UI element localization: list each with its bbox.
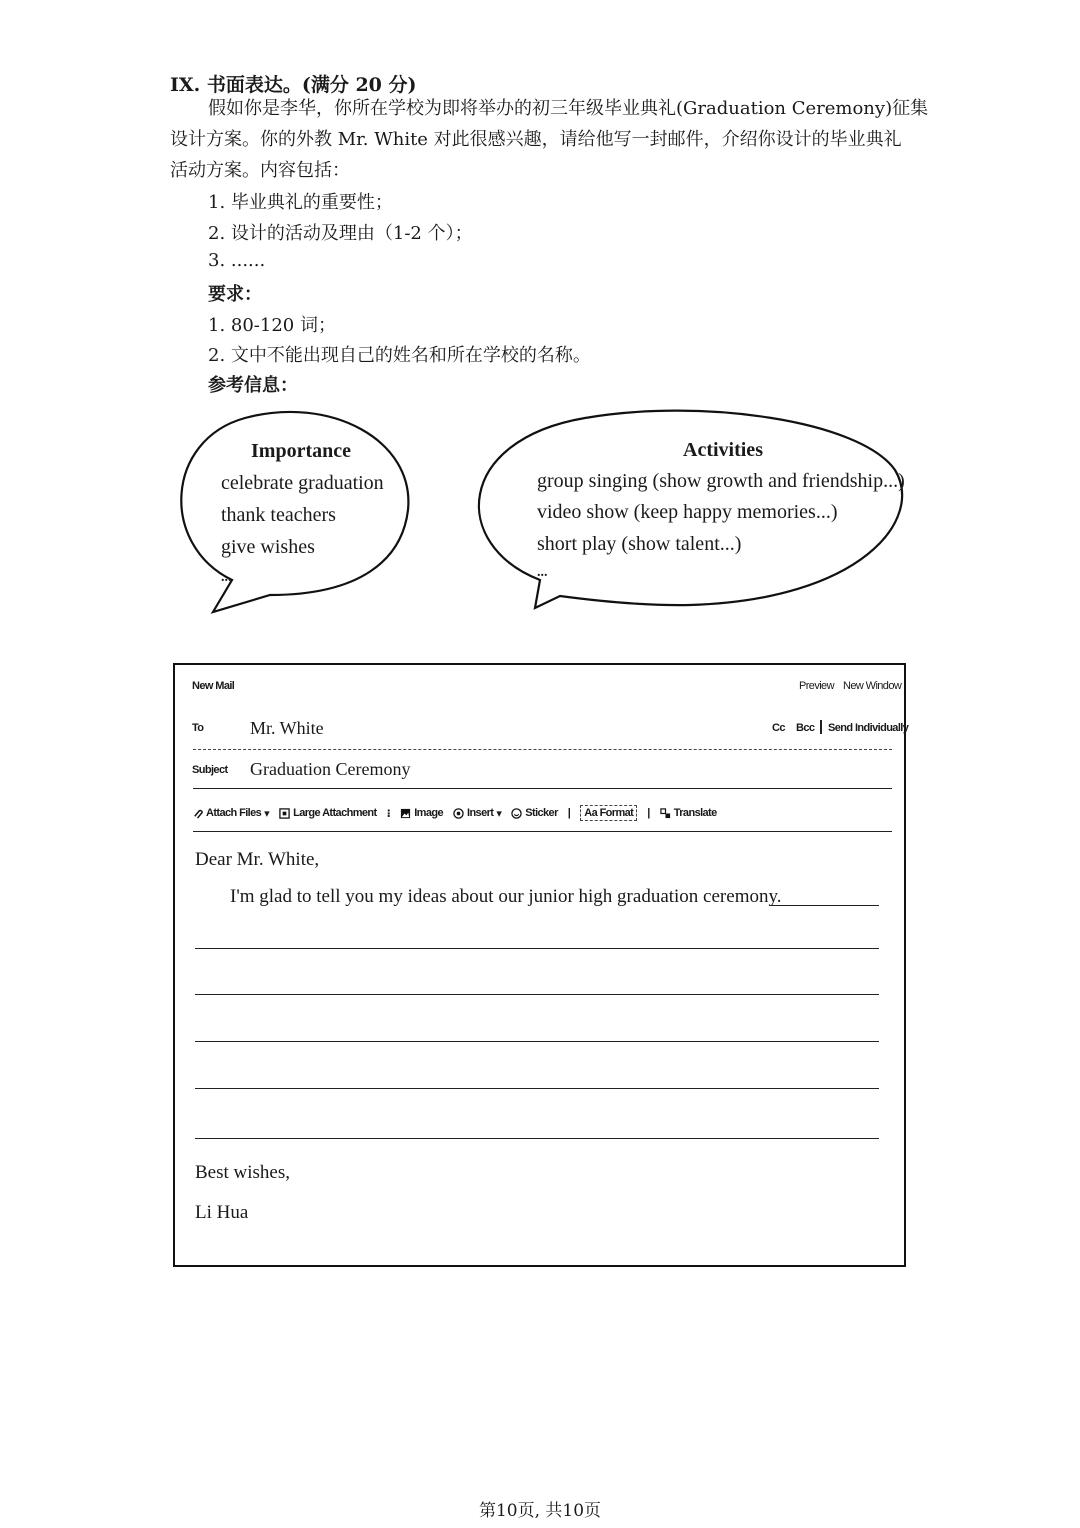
bcc-link[interactable]: Bcc — [796, 722, 815, 734]
sticker-button[interactable]: Sticker — [511, 807, 558, 819]
format-button[interactable]: Aa Format — [580, 805, 637, 821]
to-field[interactable]: Mr. White — [250, 718, 324, 738]
image-button[interactable]: Image — [400, 807, 443, 819]
writing-line[interactable] — [195, 1088, 879, 1089]
toolbar-separator — [193, 831, 892, 832]
attach-files-button[interactable]: Attach Files ▾ — [192, 807, 269, 820]
toolbar-divider: ⁝ — [386, 807, 391, 820]
sticker-icon — [511, 808, 522, 819]
prompt-line-2: 设计方案。你的外教 Mr. White 对此很感兴趣，请给他写一封邮件，介绍你设计的毕业典礼 — [170, 129, 902, 150]
activities-item-more: ... — [537, 565, 548, 580]
large-attachment-icon — [279, 808, 290, 819]
content-item-1: 1. 毕业典礼的重要性； — [208, 192, 393, 213]
activities-item-2: video show (keep happy memories...) — [537, 501, 838, 523]
subject-field[interactable]: Graduation Ceremony — [250, 759, 411, 779]
large-attachment-button[interactable]: Large Attachment — [279, 807, 377, 819]
cc-link[interactable]: Cc — [772, 722, 785, 734]
writing-line[interactable] — [195, 994, 879, 995]
importance-item-more: ... — [221, 570, 232, 585]
activities-item-3: short play (show talent...) — [537, 533, 742, 555]
image-icon — [400, 808, 411, 819]
toolbar-divider: | — [647, 807, 650, 819]
toolbar-divider: | — [567, 807, 571, 819]
email-closing: Best wishes, — [195, 1162, 290, 1183]
requirement-2: 2. 文中不能出现自己的姓名和所在学校的名称。 — [208, 345, 591, 366]
insert-icon — [453, 808, 464, 819]
email-greeting: Dear Mr. White, — [195, 849, 320, 870]
writing-line[interactable] — [195, 1041, 879, 1042]
translate-button[interactable]: Translate — [660, 807, 717, 819]
send-individually-link[interactable]: Send Individually — [828, 722, 909, 734]
subject-separator — [193, 788, 892, 789]
requirements-label: 要求： — [208, 284, 262, 305]
writing-line[interactable] — [195, 948, 879, 949]
content-item-2: 2. 设计的活动及理由（1-2 个）； — [208, 223, 473, 244]
page-footer: 第10页, 共10页 — [478, 1501, 602, 1521]
translate-icon — [660, 808, 671, 819]
insert-button[interactable]: Insert ▾ — [453, 807, 501, 820]
chevron-down-icon: ▾ — [264, 807, 270, 820]
speech-bubbles — [0, 0, 1080, 660]
email-toolbar — [192, 805, 727, 821]
email-header-title: New Mail — [192, 680, 235, 692]
new-window-link[interactable]: New Window — [843, 680, 902, 692]
question-heading: IX. 书面表达。(满分 20 分) — [170, 74, 417, 96]
email-signature: Li Hua — [195, 1202, 249, 1223]
importance-item-3: give wishes — [221, 536, 315, 558]
activities-item-1: group singing (show growth and friendship...) — [537, 470, 905, 492]
importance-title: Importance — [251, 440, 351, 462]
email-compose-window — [173, 663, 909, 1267]
subject-label: Subject — [192, 764, 228, 776]
importance-item-1: celebrate graduation — [221, 472, 384, 494]
email-opening: I'm glad to tell you my ideas about our junior high graduation ceremony. — [230, 886, 782, 907]
content-item-3: 3. ...... — [208, 250, 266, 271]
writing-line[interactable] — [195, 1138, 879, 1139]
prompt-line-1: 假如你是李华，你所在学校为即将举办的初三年级毕业典礼(Graduation Ceremony)征集 — [208, 98, 929, 119]
activities-title: Activities — [683, 439, 763, 461]
to-label: To — [192, 722, 204, 734]
chevron-down-icon: ▾ — [496, 807, 502, 820]
importance-item-2: thank teachers — [221, 504, 336, 526]
cc-divider — [820, 720, 822, 734]
writing-line[interactable] — [771, 905, 879, 906]
paperclip-icon — [192, 808, 203, 819]
prompt-line-3: 活动方案。内容包括： — [170, 160, 350, 181]
to-separator — [193, 749, 892, 750]
preview-link[interactable]: Preview — [799, 680, 834, 692]
requirement-1: 1. 80-120 词； — [208, 315, 336, 336]
reference-label: 参考信息： — [208, 375, 298, 396]
